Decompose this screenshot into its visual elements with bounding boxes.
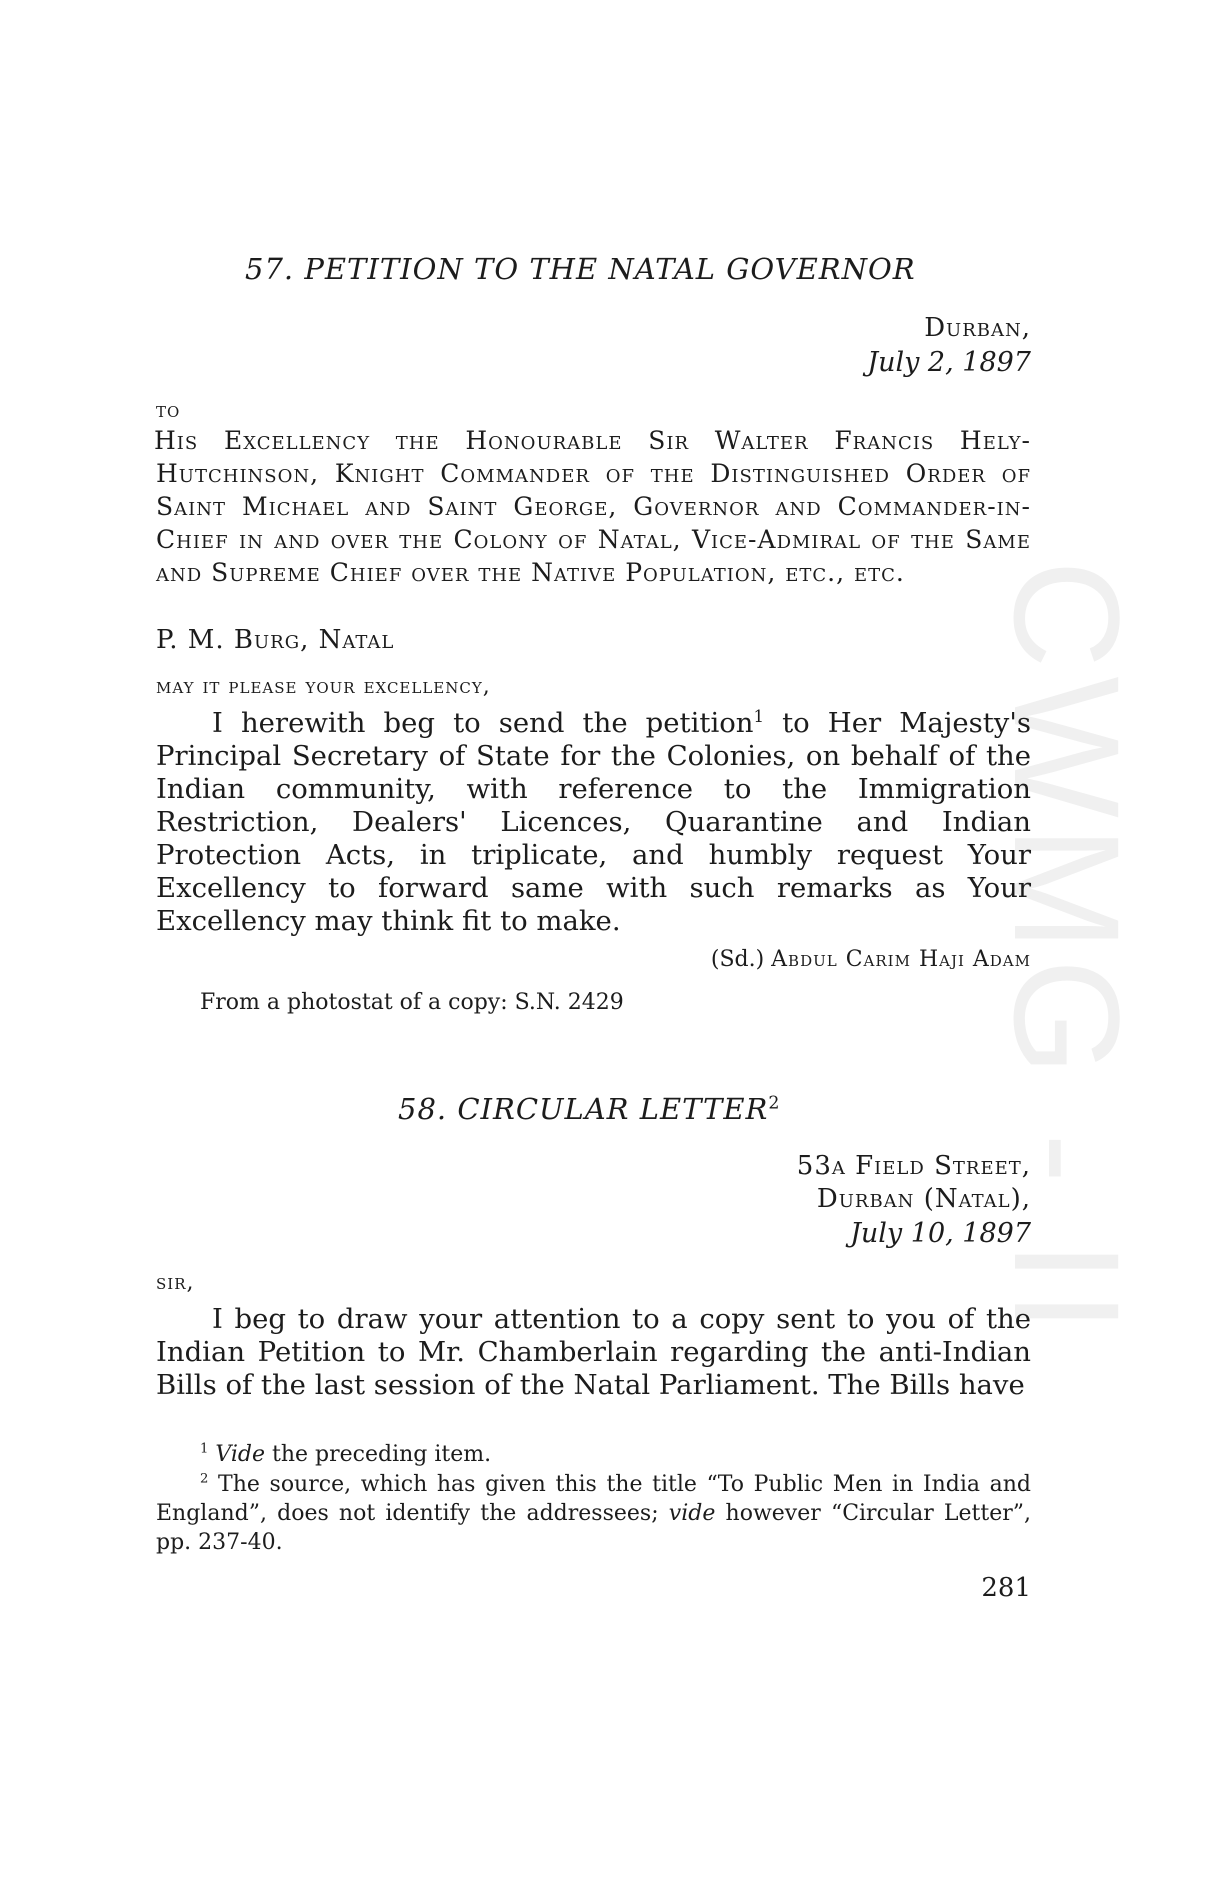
salutation-item-57: may it please your excellency, bbox=[156, 674, 491, 699]
body-57-rest: to Her Majesty's Principal Secretary of State for the Colonies, on behalf of the Indian community, with reference to the Immigration Restriction, Dealers' Licences, Quarantine and Indian Protection Acts, in triplicate, and humbly request Your Excellency to forward same with such remarks as Your Excellency may think fit to make. bbox=[156, 707, 1031, 937]
footnote-2-text-before: The source, which has given this the title “To Public Men in India and England”, does not identify the addressees; bbox=[156, 1472, 1031, 1526]
place-durban: Durban, bbox=[924, 313, 1031, 343]
addressee-text: His Excellency the Honourable Sir Walter Francis Hely-Hutchinson, Knight Commander of the Distinguished Order of Saint Michael and Saint George, Governor and Commander-in-Chief in and over the Colony of Natal, Vice-Admiral of the Same and Supreme Chief over the Native Population, etc., etc. bbox=[154, 426, 1031, 587]
footnote-ref-1: 1 bbox=[753, 706, 765, 726]
footnote-1 bbox=[156, 1440, 1031, 1469]
footnote-2-text-after: however “Circular Letter”, pp. 237-40. bbox=[156, 1501, 1031, 1555]
source-note: From a photostat of a copy: S.N. 2429 bbox=[200, 990, 624, 1015]
salutation-item-58: sir, bbox=[156, 1270, 195, 1295]
footnote-1-mark: 1 bbox=[200, 1441, 209, 1457]
location-text: P. M. Burg, Natal bbox=[156, 625, 395, 655]
heading-item-58 bbox=[398, 1092, 780, 1126]
footnote-1-text: the preceding item. bbox=[265, 1442, 492, 1467]
footnote-1-italic: Vide bbox=[215, 1442, 266, 1467]
address-line-2: Durban (Natal), bbox=[816, 1184, 1031, 1214]
location-line bbox=[156, 625, 1031, 655]
heading-58-text: 58. CIRCULAR LETTER bbox=[398, 1092, 769, 1126]
to-label: to bbox=[156, 398, 181, 423]
signature-prefix: (Sd.) bbox=[710, 947, 772, 972]
heading-item-57: 57. PETITION TO THE NATAL GOVERNOR bbox=[245, 252, 916, 286]
body-item-57 bbox=[156, 707, 1031, 938]
footnote-2 bbox=[156, 1470, 1031, 1557]
page-number: 281 bbox=[981, 1573, 1031, 1603]
date-item-58: July 10, 1897 bbox=[850, 1218, 1031, 1249]
date-item-57: July 2, 1897 bbox=[867, 347, 1031, 378]
address-line-1: 53a Field Street, bbox=[796, 1151, 1031, 1181]
footnote-2-italic: vide bbox=[668, 1501, 716, 1526]
watermark: CWMG - II bbox=[983, 560, 1151, 1341]
footnote-ref-2: 2 bbox=[768, 1093, 781, 1114]
addressee bbox=[156, 424, 1031, 589]
body-57-start: I herewith beg to send the petition bbox=[212, 707, 754, 739]
footnote-2-mark: 2 bbox=[200, 1471, 209, 1487]
signature bbox=[711, 947, 1031, 972]
signature-name: Abdul Carim Haji Adam bbox=[771, 947, 1031, 972]
body-item-58: I beg to draw your attention to a copy sent to you of the Indian Petition to Mr. Chamberlain regarding the anti-Indian Bills of the last session of the Natal Parliament. The Bills have bbox=[156, 1303, 1031, 1401]
